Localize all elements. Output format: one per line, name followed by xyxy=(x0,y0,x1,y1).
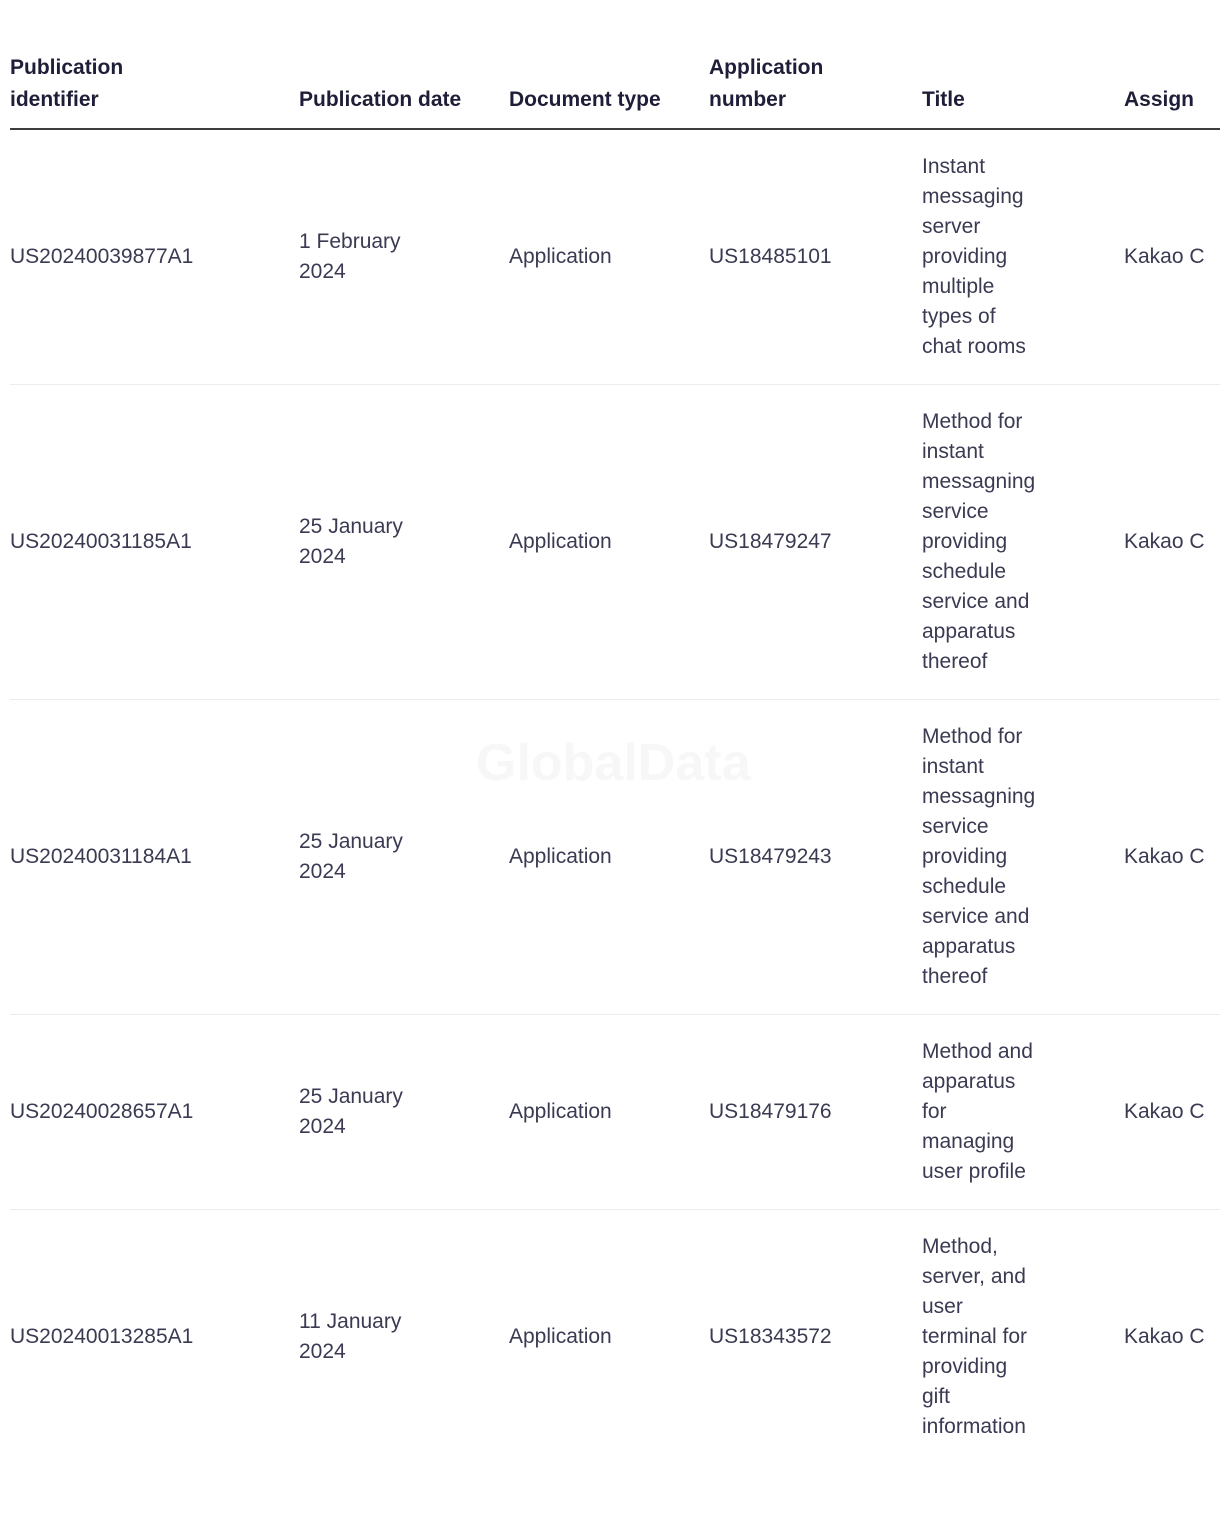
publication-identifier-cell: US20240039877A1 xyxy=(10,129,299,385)
publication-identifier-cell: US20240013285A1 xyxy=(10,1325,194,1348)
application-number-cell: US18343572 xyxy=(709,1325,832,1348)
title-cell: Instant messaging server providing multiple types of chat rooms xyxy=(922,129,1124,385)
publication-date-cell: 25 January 2024 xyxy=(299,1015,509,1210)
document-type-cell: Application xyxy=(509,700,709,1015)
table-body xyxy=(10,129,1220,1464)
publication-date-cell: 11 January 2024 xyxy=(299,1310,402,1363)
document-type-cell: Application xyxy=(509,1325,612,1348)
table-row xyxy=(10,700,1220,1015)
title-cell: Method and apparatus for managing user profile xyxy=(922,1015,1124,1210)
assignee-cell: Kakao C xyxy=(1124,700,1220,1015)
table-header xyxy=(10,52,1220,129)
title-cell: Method for instant messagning service providing schedule service and apparatus thereof xyxy=(922,385,1124,700)
assignee-cell: Kakao C xyxy=(1124,1325,1205,1348)
table-row xyxy=(10,1210,1220,1465)
document-type-cell: Application xyxy=(509,129,709,385)
title-cell: Method, server, and user terminal for providing gift information xyxy=(922,1235,1028,1438)
document-type-cell: Application xyxy=(509,385,709,700)
table-row xyxy=(10,129,1220,385)
publication-date-cell: 1 February 2024 xyxy=(299,129,509,385)
assignee-cell: Kakao C xyxy=(1124,385,1220,700)
header-title: Title xyxy=(922,52,1124,129)
publication-date-cell: 25 January 2024 xyxy=(299,385,509,700)
header-assignee: Assign xyxy=(1124,52,1220,129)
globaldata-watermark: GlobalData xyxy=(476,734,751,792)
header-publication-identifier: Publication identifier xyxy=(10,52,299,129)
assignee-cell: Kakao C xyxy=(1124,129,1220,385)
header-document-type: Document type xyxy=(509,52,709,129)
application-number-cell: US18485101 xyxy=(709,129,922,385)
document-type-cell: Application xyxy=(509,1015,709,1210)
publication-identifier-cell: US20240031185A1 xyxy=(10,385,299,700)
application-number-cell: US18479247 xyxy=(709,385,922,700)
table-row xyxy=(10,385,1220,700)
patents-table xyxy=(10,52,1220,1464)
application-number-cell: US18479176 xyxy=(709,1015,922,1210)
header-publication-date: Publication date xyxy=(299,52,509,129)
application-number-cell: US18479243 xyxy=(709,700,922,1015)
assignee-cell: Kakao C xyxy=(1124,1015,1220,1210)
publication-date-cell: 25 January 2024 xyxy=(299,700,509,1015)
table-row xyxy=(10,1015,1220,1210)
title-cell: Method for instant messagning service providing schedule service and apparatus thereof xyxy=(922,700,1124,1015)
publication-identifier-cell: US20240028657A1 xyxy=(10,1015,299,1210)
header-row xyxy=(10,52,1220,129)
header-application-number: Application number xyxy=(709,52,922,129)
publication-identifier-cell: US20240031184A1 xyxy=(10,700,299,1015)
